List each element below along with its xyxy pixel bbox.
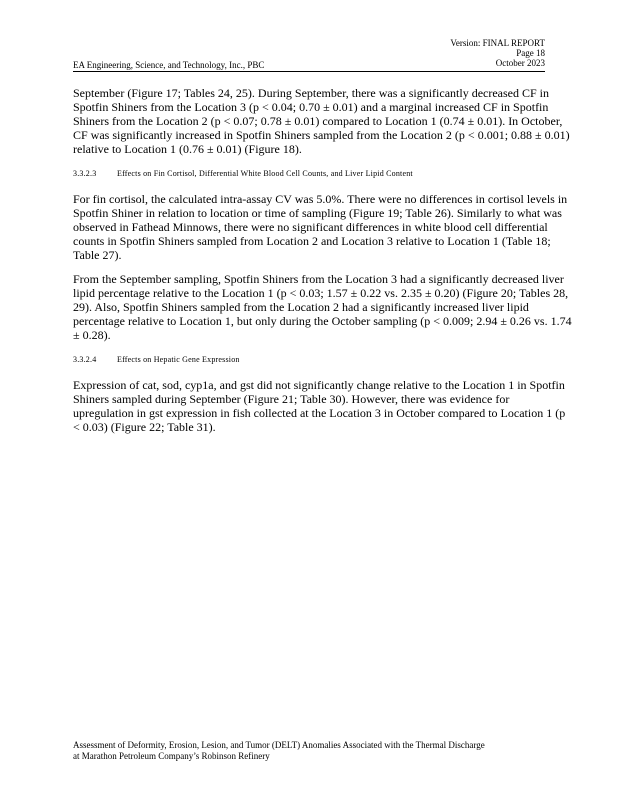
header-rule <box>73 71 545 72</box>
company-name: EA Engineering, Science, and Technology, Inc., PBC <box>73 60 265 70</box>
document-body <box>73 86 572 444</box>
page-header-right <box>450 38 545 68</box>
page-number: Page 18 <box>516 48 545 58</box>
page-footer <box>73 740 558 762</box>
paragraph-cortisol: For fin cortisol, the calculated intra-assay CV was 5.0%. There were no differences in cortisol levels in Spotfin Shiner in relation to location or time of sampling (Figure 19; Table 26). Similarly to what was observed in Fathead Minnows, there were no significant differences in white blood cell differential counts in Spotfin Shiners sampled from Location 2 and Location 3 relative to Location 1 (Table 18; Table 27). <box>73 192 568 262</box>
section-number: 3.3.2.4 <box>73 355 97 364</box>
paragraph-condition-factor: September (Figure 17; Tables 24, 25). During September, there was a significantly decreased CF in Spotfin Shiners from the Location 3 (p < 0.04; 0.70 ± 0.01) and a marginal increased CF in Spotfin Shiners from the Location 2 (p < 0.07; 0.78 ± 0.01) compared to Location 1 (0.74 ± 0.01). In October, CF was significantly increased in Spotfin Shiners sampled from the Location 2 (p < 0.001; 0.88 ± 0.01) relative to Location 1 (0.76 ± 0.01) (Figure 18). <box>73 86 570 156</box>
footer-line-2: at Marathon Petroleum Company’s Robinson Refinery <box>73 751 270 761</box>
section-title: Effects on Fin Cortisol, Differential White Blood Cell Counts, and Liver Lipid Content <box>117 169 413 178</box>
section-title: Effects on Hepatic Gene Expression <box>117 355 240 364</box>
report-date: October 2023 <box>495 58 545 68</box>
footer-line-1: Assessment of Deformity, Erosion, Lesion, and Tumor (DELT) Anomalies Associated with the Thermal Discharge <box>73 740 485 750</box>
section-heading-3-3-2-3 <box>73 168 572 180</box>
paragraph-gene-expression: Expression of cat, sod, cyp1a, and gst did not significantly change relative to the Location 1 in Spotfin Shiners sampled during September (Figure 21; Table 30). However, there was evidence for upregulation in gst expression in fish collected at the Location 3 in October compared to Location 1 (p < 0.03) (Figure 22; Table 31). <box>73 378 566 434</box>
section-number: 3.3.2.3 <box>73 169 97 178</box>
section-heading-3-3-2-4 <box>73 354 572 366</box>
paragraph-liver-lipid: From the September sampling, Spotfin Shiners from the Location 3 had a significantly decreased liver lipid percentage relative to the Location 1 (p < 0.03; 1.57 ± 0.22 vs. 2.35 ± 0.20) (Figure 20; Tables 28, 29). Also, Spotfin Shiners sampled from the Location 2 had a significantly increased liver lipid percentage relative to Location 1, but only during the October sampling (p < 0.009; 2.94 ± 0.26 vs. 1.74 ± 0.28). <box>73 272 572 342</box>
version-label: Version: FINAL REPORT <box>450 38 545 48</box>
